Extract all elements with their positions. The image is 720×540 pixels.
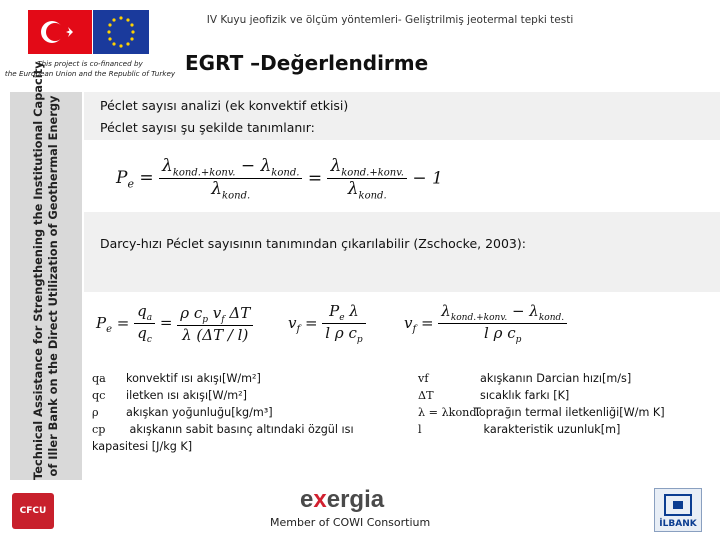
peclet-definition-line: Péclet sayısı şu şekilde tanımlanır: <box>100 120 315 135</box>
definition-row <box>92 423 354 436</box>
definition-symbol: qc <box>92 389 106 402</box>
definition-symbol: λ = λkond. <box>418 406 481 419</box>
ilbank-logo <box>654 488 702 532</box>
definition-row <box>92 372 261 385</box>
definition-row <box>92 440 192 453</box>
cofinanced-line: the European Union and the Republic of Turkey <box>4 69 176 78</box>
eu-flag <box>93 10 149 54</box>
page-title: EGRT –Değerlendirme <box>185 51 429 75</box>
exergia-logo-x: x <box>313 486 327 513</box>
darcy-band <box>84 212 720 292</box>
definition-text: akışkanın sabit basınç altındaki özgül ısı <box>126 423 354 436</box>
definition-text: kapasitesi [J/kg K] <box>92 440 193 453</box>
exergia-logo-part: ergia <box>326 486 385 513</box>
definition-row <box>418 406 665 419</box>
exergia-logo <box>300 486 384 514</box>
turkey-flag <box>28 10 92 54</box>
definition-text: iletken ısı akışı[W/m²] <box>126 389 248 402</box>
definition-text: akışkan yoğunluğu[kg/m³] <box>126 406 273 419</box>
definition-row <box>418 372 631 385</box>
cofinanced-note <box>0 59 180 79</box>
definition-row <box>418 389 569 402</box>
definition-text: sıcaklık farkı [K] <box>480 389 570 402</box>
sidebar-line: of Iller Bank on the Direct Utilization of Geothermal Energy <box>46 95 60 477</box>
definition-text: akışkanın Darcian hızı[m/s] <box>480 372 632 385</box>
cofinanced-line: This project is co-financed by <box>37 59 143 68</box>
definition-row <box>92 406 273 419</box>
definition-symbol: vf <box>418 372 429 385</box>
definition-row <box>418 423 620 436</box>
peclet-equation: $P_e$ = $\frac{\lambda_{kond.+konv.} - \lambda_{kond.}}{\lambda_{kond.}}$ = $\frac{\lambda_{kond.+konv.}}{\lambda_{kond.}}$ − 1 <box>84 140 720 212</box>
peclet-analysis-line: Péclet sayısı analizi (ek konvektif etkisi) <box>100 98 349 113</box>
definition-symbol: l <box>418 423 422 436</box>
ilbank-label: İLBANK <box>659 519 697 529</box>
consortium-note: Member of COWI Consortium <box>270 516 431 529</box>
exergia-logo-part: e <box>300 486 314 513</box>
sidebar-line: Technical Assistance for Strengthening the Institutional Capacity <box>31 61 45 480</box>
definition-text: Toprağın termal iletkenliği[W/m K] <box>474 406 665 419</box>
definition-text: karakteristik uzunluk[m] <box>480 423 621 436</box>
definition-symbol: qa <box>92 372 106 385</box>
definition-symbol: cp <box>92 423 106 436</box>
sidebar-caption <box>31 61 61 480</box>
definition-symbol: ΔT <box>418 389 434 402</box>
project-sidebar <box>10 61 82 480</box>
definition-symbol: ρ <box>92 406 99 419</box>
ilbank-emblem-icon <box>655 489 701 519</box>
course-header: IV Kuyu jeofizik ve ölçüm yöntemleri- Geliştrilmiş jeotermal tepki testi <box>206 14 574 26</box>
darcy-line: Darcy-hızı Péclet sayısının tanımından çıkarılabilir (Zschocke, 2003): <box>100 236 526 251</box>
darcy-equations: $P_e$ = $\frac{q_a}{q_c}$ = $\frac{\rho c_p v_f \Delta T}{\lambda (\Delta T / l)}$ $v_f$ = $\frac{P_e \lambda}{l \rho c_p}$ $v_f$ = $\frac{\lambda_{kond.+konv.} - \lambda_{kond.}}{l \rho c_p}$ <box>84 292 720 364</box>
definition-text: konvektif ısı akışı[W/m²] <box>126 372 261 385</box>
definition-row <box>92 389 247 402</box>
cfcu-logo: CFCU <box>12 493 54 529</box>
